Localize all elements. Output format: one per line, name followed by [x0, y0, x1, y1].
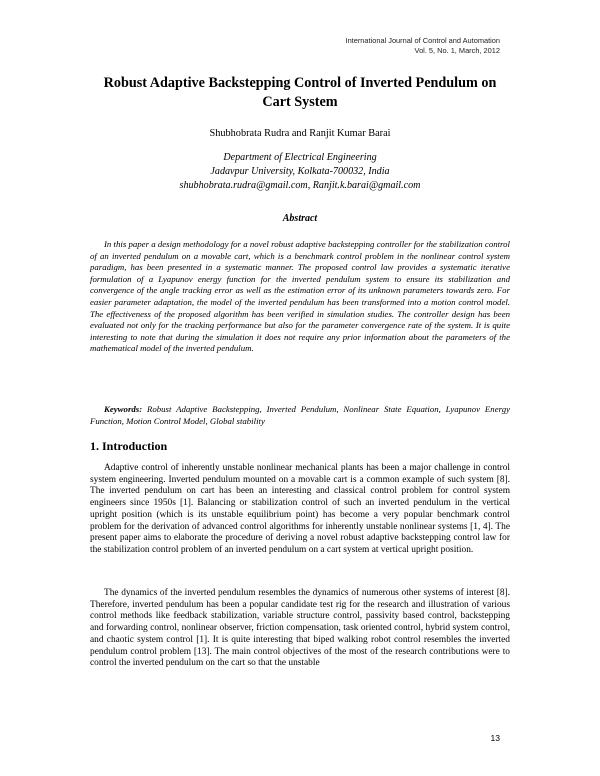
intro-paragraph-2: [90, 588, 510, 670]
department: Department of Electrical Engineering: [223, 152, 377, 163]
paragraph-text: The dynamics of the inverted pendulum resembles the dynamics of numerous other systems of interest [8]. Therefore, inverted pendulum has been a popular candidate test rig for the research and illustration of various control methods like feedback stabilization, variable structure control, passivity based control, backstepping and forwarding control, nonlinear observer, friction compensation, task oriented control, hybrid system control, and chaotic system control [1]. It is quite interesting that biped walking robot control resembles the inverted pendulum control problem [13]. The main control objectives of the most of the research contributions were to control the inverted pendulum on the cart so that the unstable: [90, 588, 510, 669]
keywords-label: Keywords:: [104, 404, 143, 414]
abstract-text: In this paper a design methodology for a novel robust adaptive backstepping controller for the stabilization control of an inverted pendulum on a movable cart, which is a benchmark control problem in the nonlinear control system paradigm, has been presented in a systematic manner. The proposed control law provides a systematic iterative formulation of a Lyapunov energy function for the inverted pendulum system to ensure its stabilization and convergence of the angle tracking error as well as the estimation error of its unknown parameters towards zero. For easier parameter adaptation, the model of the inverted pendulum has been transformed into a motion control model. The effectiveness of the proposed algorithm has been verified in simulation studies. The controller design has been evaluated not only for the tracking performance but also for the parameter convergence rate of the system. It is quite interesting to note that during the simulation it does not require any prior information about the parameters of the mathematical model of the inverted pendulum.: [90, 239, 510, 354]
journal-volume: Vol. 5, No. 1, March, 2012: [414, 46, 500, 55]
journal-name: International Journal of Control and Automation: [345, 36, 500, 45]
abstract-heading: Abstract: [282, 213, 318, 224]
paper-title: Robust Adaptive Backstepping Control of Inverted Pendulum on Cart System: [103, 75, 497, 110]
affiliation: [90, 151, 510, 192]
paragraph-text: Adaptive control of inherently unstable nonlinear mechanical plants has been a major challenge in control system engineering. Inverted pendulum mounted on a movable cart is a common example of such system [8]. The inverted pendulum on cart has been an interesting and classical control problem for control system engineers since 1950s [1]. Balancing or stabilization control of such an inverted pendulum in the vertical upright position (which is its unstable equilibrium point) has become a very popular benchmark control problem for the derivation of advanced control algorithms for inherently unstable nonlinear systems [1, 4]. The present paper aims to elaborate the procedure of deriving a novel robust adaptive backstepping control law for the stabilization control problem of an inverted pendulum on a cart system at vertical upright position.: [90, 463, 510, 555]
section-heading: 1. Introduction: [90, 439, 168, 453]
keywords-text: Robust Adaptive Backstepping, Inverted Pendulum, Nonlinear State Equation, Lyapunov Energy Function, Motion Control Model, Global stability: [90, 404, 510, 426]
emails: shubhobrata.rudra@gmail.com, Ranjit.k.barai@gmail.com: [179, 179, 421, 191]
university: Jadavpur University, Kolkata-700032, India: [210, 165, 390, 177]
intro-paragraph-1: [90, 463, 510, 557]
keywords: [90, 404, 510, 427]
journal-header: [346, 36, 500, 56]
authors: Shubhobrata Rudra and Ranjit Kumar Barai: [209, 128, 391, 139]
page-number: 13: [490, 733, 500, 743]
